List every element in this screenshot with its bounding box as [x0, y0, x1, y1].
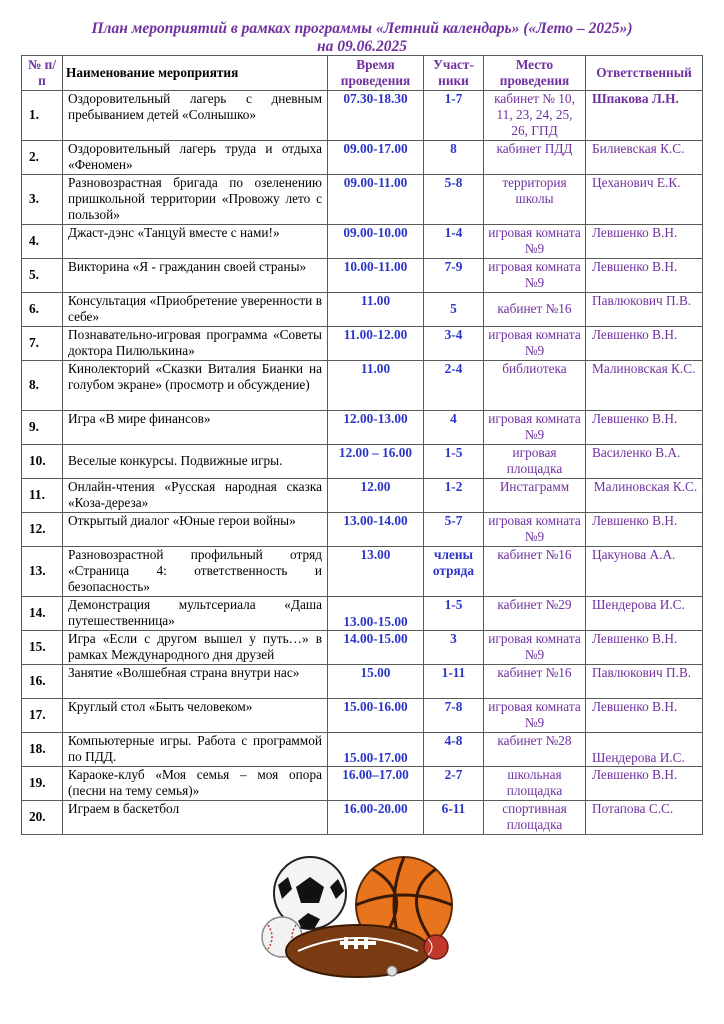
event-name: Кинолекторий «Сказки Виталия Бианки на голубом экране» (просмотр и обсуждение)	[63, 361, 328, 411]
event-participants: 3-4	[424, 327, 484, 361]
event-participants: 7-9	[424, 259, 484, 293]
event-time: 09.00-11.00	[328, 175, 424, 225]
event-participants: 1-4	[424, 225, 484, 259]
event-place: кабинет №28	[484, 733, 586, 767]
row-number: 13.	[22, 547, 63, 597]
event-participants: 5-8	[424, 175, 484, 225]
table-row	[22, 259, 703, 293]
table-row	[22, 225, 703, 259]
event-place: игровая комната №9	[484, 631, 586, 665]
row-number: 11.	[22, 479, 63, 513]
header-number: № п/п	[22, 56, 63, 91]
row-number: 9.	[22, 411, 63, 445]
table-row	[22, 411, 703, 445]
event-name: Демонстрация мультсериала «Даша путешественница»	[63, 597, 328, 631]
event-responsible: Левшенко В.Н.	[586, 631, 703, 665]
event-participants: 1-5	[424, 445, 484, 479]
event-participants: 1-2	[424, 479, 484, 513]
event-name: Круглый стол «Быть человеком»	[63, 699, 328, 733]
event-responsible: Левшенко В.Н.	[586, 327, 703, 361]
table-row	[22, 327, 703, 361]
event-participants: 4-8	[424, 733, 484, 767]
event-time: 12.00 – 16.00	[328, 445, 424, 479]
event-time: 09.00-17.00	[328, 141, 424, 175]
event-time: 12.00	[328, 479, 424, 513]
event-time: 16.00-20.00	[328, 801, 424, 835]
cricket-ball-icon	[424, 935, 448, 959]
event-name: Веселые конкурсы. Подвижные игры.	[63, 445, 328, 479]
event-place: Инстаграмм	[484, 479, 586, 513]
event-responsible: Цакунова А.А.	[586, 547, 703, 597]
event-place: библиотека	[484, 361, 586, 411]
american-football-icon	[286, 925, 430, 977]
event-place: игровая комната №9	[484, 259, 586, 293]
event-name: Компьютерные игры. Работа с программой по ПДД.	[63, 733, 328, 767]
event-name: Оздоровительный лагерь с дневным пребыванием детей «Солнышко»	[63, 91, 328, 141]
event-participants: 3	[424, 631, 484, 665]
event-responsible: Потапова С.С.	[586, 801, 703, 835]
header-responsible: Ответственный	[586, 56, 703, 91]
table-row	[22, 361, 703, 411]
event-name: Игра «Если с другом вышел у путь…» в рамках Международного дня друзей	[63, 631, 328, 665]
event-place: кабинет №16	[484, 665, 586, 699]
table-row	[22, 547, 703, 597]
table-header-row	[22, 56, 703, 91]
row-number: 20.	[22, 801, 63, 835]
table-row	[22, 699, 703, 733]
event-place: кабинет №16	[484, 293, 586, 327]
event-name: Открытый диалог «Юные герои войны»	[63, 513, 328, 547]
event-participants: 8	[424, 141, 484, 175]
event-place: спортивная площадка	[484, 801, 586, 835]
document-date: на 09.06.2025	[317, 38, 407, 55]
event-participants: 2-7	[424, 767, 484, 801]
event-responsible: Левшенко В.Н.	[586, 513, 703, 547]
event-responsible: Левшенко В.Н.	[586, 699, 703, 733]
event-responsible: Левшенко В.Н.	[586, 225, 703, 259]
event-name: Играем в баскетбол	[63, 801, 328, 835]
document-title: План мероприятий в рамках программы «Летний календарь» («Лето – 2025»)	[91, 20, 633, 37]
event-place: школьная площадка	[484, 767, 586, 801]
event-participants: 1-7	[424, 91, 484, 141]
events-table	[21, 55, 703, 835]
header-participants: Участ-ники	[424, 56, 484, 91]
row-number: 10.	[22, 445, 63, 479]
row-number: 1.	[22, 91, 63, 141]
table-row	[22, 141, 703, 175]
event-time: 12.00-13.00	[328, 411, 424, 445]
table-row	[22, 733, 703, 767]
row-number: 19.	[22, 767, 63, 801]
event-place: игровая площадка	[484, 445, 586, 479]
event-time: 14.00-15.00	[328, 631, 424, 665]
shuttlecock-icon	[387, 966, 397, 976]
event-place: игровая комната №9	[484, 225, 586, 259]
event-responsible: Шендерова И.С.	[586, 597, 703, 631]
sports-balls-illustration	[258, 855, 470, 980]
event-participants: 7-8	[424, 699, 484, 733]
event-place: кабинет ПДД	[484, 141, 586, 175]
event-responsible: Малиновская К.С.	[586, 479, 703, 513]
event-time: 11.00	[328, 361, 424, 411]
table-row	[22, 91, 703, 141]
row-number: 18.	[22, 733, 63, 767]
table-row	[22, 293, 703, 327]
row-number: 8.	[22, 361, 63, 411]
event-time: 13.00-14.00	[328, 513, 424, 547]
event-name: Познавательно-игровая программа «Советы доктора Пилюлькина»	[63, 327, 328, 361]
event-time: 13.00	[328, 547, 424, 597]
event-participants: 1-5	[424, 597, 484, 631]
event-name: Разновозрастной профильный отряд «Страница 4: ответственность и безопасность»	[63, 547, 328, 597]
event-responsible: Павлюкович П.В.	[586, 293, 703, 327]
event-name: Викторина «Я - гражданин своей страны»	[63, 259, 328, 293]
event-name: Консультация «Приобретение уверенности в себе»	[63, 293, 328, 327]
event-time: 10.00-11.00	[328, 259, 424, 293]
event-time: 15.00	[328, 665, 424, 699]
event-time: 11.00-12.00	[328, 327, 424, 361]
event-responsible: Павлюкович П.В.	[586, 665, 703, 699]
row-number: 15.	[22, 631, 63, 665]
event-responsible: Малиновская К.С.	[586, 361, 703, 411]
event-name: Игра «В мире финансов»	[63, 411, 328, 445]
row-number: 7.	[22, 327, 63, 361]
table-row	[22, 597, 703, 631]
header-event-name: Наименование мероприятия	[63, 56, 328, 91]
event-responsible: Левшенко В.Н.	[586, 411, 703, 445]
event-name: Онлайн-чтения «Русская народная сказка «Коза-дереза»	[63, 479, 328, 513]
row-number: 16.	[22, 665, 63, 699]
row-number: 5.	[22, 259, 63, 293]
event-name: Оздоровительный лагерь труда и отдыха «Феномен»	[63, 141, 328, 175]
event-place: кабинет №29	[484, 597, 586, 631]
table-row	[22, 631, 703, 665]
table-row	[22, 801, 703, 835]
event-participants: 5-7	[424, 513, 484, 547]
event-time: 16.00–17.00	[328, 767, 424, 801]
table-row	[22, 445, 703, 479]
event-responsible: Шпакова Л.Н.	[586, 91, 703, 141]
table-row	[22, 479, 703, 513]
event-responsible: Билиевская К.С.	[586, 141, 703, 175]
event-place: игровая комната №9	[484, 513, 586, 547]
table-row	[22, 767, 703, 801]
event-time: 15.00-16.00	[328, 699, 424, 733]
event-participants: 5	[424, 293, 484, 327]
row-number: 14.	[22, 597, 63, 631]
event-responsible: Левшенко В.Н.	[586, 259, 703, 293]
event-place: территория школы	[484, 175, 586, 225]
event-time: 13.00-15.00	[328, 597, 424, 631]
row-number: 3.	[22, 175, 63, 225]
row-number: 2.	[22, 141, 63, 175]
row-number: 6.	[22, 293, 63, 327]
event-participants: 1-11	[424, 665, 484, 699]
row-number: 17.	[22, 699, 63, 733]
event-time: 15.00-17.00	[328, 733, 424, 767]
header-time: Время проведения	[328, 56, 424, 91]
event-responsible: Василенко В.А.	[586, 445, 703, 479]
row-number: 12.	[22, 513, 63, 547]
table-row	[22, 513, 703, 547]
event-name: Караоке-клуб «Моя семья – моя опора (песни на тему семья)»	[63, 767, 328, 801]
table-row	[22, 175, 703, 225]
event-name: Занятие «Волшебная страна внутри нас»	[63, 665, 328, 699]
event-name: Джаст-дэнс «Танцуй вместе с нами!»	[63, 225, 328, 259]
event-participants: члены отряда	[424, 547, 484, 597]
event-participants: 4	[424, 411, 484, 445]
event-responsible: Шендерова И.С.	[586, 733, 703, 767]
event-participants: 6-11	[424, 801, 484, 835]
event-participants: 2-4	[424, 361, 484, 411]
event-place: кабинет № 10, 11, 23, 24, 25, 26, ГПД	[484, 91, 586, 141]
event-place: кабинет №16	[484, 547, 586, 597]
event-responsible: Цеханович Е.К.	[586, 175, 703, 225]
event-name: Разновозрастная бригада по озеленению пришкольной территории «Провожу лето с пользой»	[63, 175, 328, 225]
event-time: 11.00	[328, 293, 424, 327]
event-time: 07.30-18.30	[328, 91, 424, 141]
event-responsible: Левшенко В.Н.	[586, 767, 703, 801]
event-place: игровая комната №9	[484, 327, 586, 361]
event-place: игровая комната №9	[484, 699, 586, 733]
table-row	[22, 665, 703, 699]
header-place: Место проведения	[484, 56, 586, 91]
event-time: 09.00-10.00	[328, 225, 424, 259]
event-place: игровая комната №9	[484, 411, 586, 445]
row-number: 4.	[22, 225, 63, 259]
